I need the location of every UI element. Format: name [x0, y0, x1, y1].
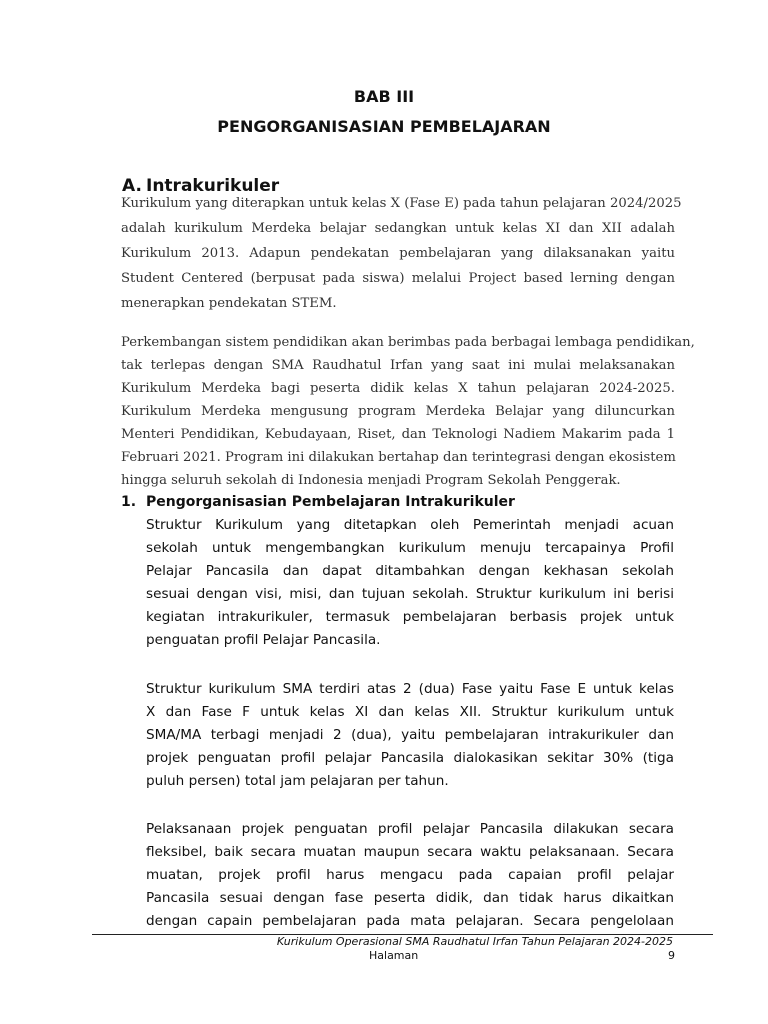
section-number: A.	[122, 176, 142, 196]
text-line: penguatan profil Pelajar Pancasila.	[146, 632, 381, 648]
text-line: Perkembangan sistem pendidikan akan berimbas pada berbagai lembaga pendidikan,	[121, 335, 695, 350]
subsection-number: 1.	[121, 494, 137, 510]
text-line: puluh persen) total jam pelajaran per tahun.	[146, 773, 449, 789]
text-line: Menteri Pendidikan, Kebudayaan, Riset, dan Teknologi Nadiem Makarim pada 1	[121, 427, 675, 442]
text-line: kegiatan intrakurikuler, termasuk pembelajaran berbasis projek untuk	[146, 609, 674, 625]
text-line: menerapkan pendekatan STEM.	[121, 296, 337, 311]
subsection-heading: Pengorganisasian Pembelajaran Intrakurikuler	[146, 494, 515, 510]
text-line: Kurikulum yang diterapkan untuk kelas X (Fase E) pada tahun pelajaran 2024/2025	[121, 196, 682, 211]
footer-document-title: Kurikulum Operasional SMA Raudhatul Irfan Tahun Pelajaran 2024-2025	[276, 935, 673, 948]
text-line: tak terlepas dengan SMA Raudhatul Irfan yang saat ini mulai melaksanakan	[121, 358, 675, 373]
text-line: Kurikulum Merdeka mengusung program Merdeka Belajar yang diluncurkan	[121, 404, 675, 419]
text-line: dengan capain pembelajaran pada mata pelajaran. Secara pengelolaan	[146, 913, 674, 929]
page-title: PENGORGANISASIAN PEMBELAJARAN	[217, 117, 551, 136]
text-line: Pelajar Pancasila dan dapat ditambahkan dengan kekhasan sekolah	[146, 563, 674, 579]
text-line: Struktur kurikulum SMA terdiri atas 2 (dua) Fase yaitu Fase E untuk kelas	[146, 681, 674, 697]
footer-page-number: 9	[668, 949, 675, 962]
text-line: SMA/MA terbagi menjadi 2 (dua), yaitu pembelajaran intrakurikuler dan	[146, 727, 674, 743]
text-line: fleksibel, baik secara muatan maupun secara waktu pelaksanaan. Secara	[146, 844, 674, 860]
text-line: Kurikulum 2013. Adapun pendekatan pembelajaran yang dilaksanakan yaitu	[121, 246, 675, 261]
footer-page-label: Halaman	[369, 949, 419, 962]
text-line: Pancasila sesuai dengan fase peserta didik, dan tidak harus dikaitkan	[146, 890, 674, 906]
text-line: sesuai dengan visi, misi, dan tujuan sekolah. Struktur kurikulum ini berisi	[146, 586, 674, 602]
text-line: hingga seluruh sekolah di Indonesia menjadi Program Sekolah Penggerak.	[121, 473, 621, 488]
chapter-title: BAB III	[353, 87, 415, 106]
text-line: Student Centered (berpusat pada siswa) melalui Project based lerning dengan	[121, 271, 675, 286]
section-heading: Intrakurikuler	[146, 176, 280, 196]
text-line: Pelaksanaan projek penguatan profil pelajar Pancasila dilakukan secara	[146, 821, 674, 837]
text-line: X dan Fase F untuk kelas XI dan kelas XII. Struktur kurikulum untuk	[146, 704, 674, 720]
text-line: Februari 2021. Program ini dilakukan bertahap dan terintegrasi dengan ekosistem	[121, 450, 676, 465]
text-line: projek penguatan profil pelajar Pancasila dialokasikan sekitar 30% (tiga	[146, 750, 674, 766]
text-line: muatan, projek profil harus mengacu pada capaian profil pelajar	[146, 867, 674, 883]
text-line: adalah kurikulum Merdeka belajar sedangkan untuk kelas XI dan XII adalah	[121, 221, 675, 236]
text-line: Struktur Kurikulum yang ditetapkan oleh Pemerintah menjadi acuan	[146, 517, 674, 533]
text-line: Kurikulum Merdeka bagi peserta didik kelas X tahun pelajaran 2024-2025.	[121, 381, 675, 396]
text-line: sekolah untuk mengembangkan kurikulum menuju tercapainya Profil	[146, 540, 674, 556]
